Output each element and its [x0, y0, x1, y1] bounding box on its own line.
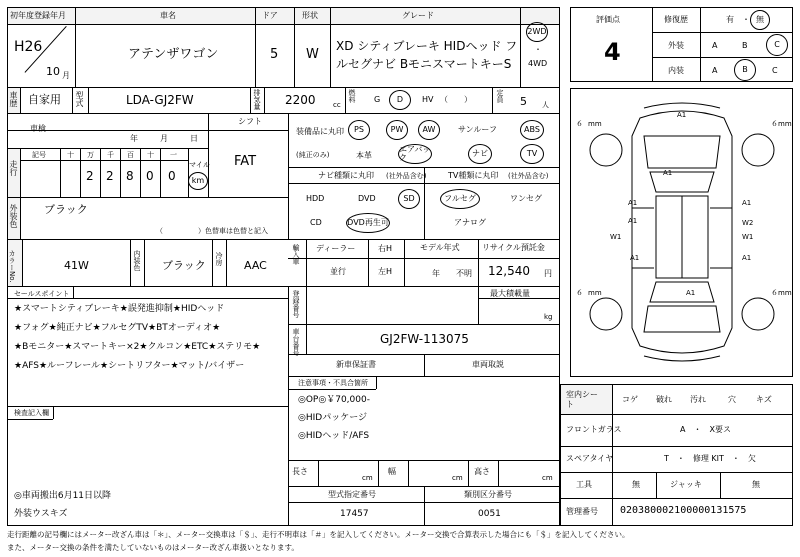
model-year-unknown: 不明	[456, 269, 472, 278]
sales-label: セールスポイント	[14, 290, 70, 298]
equip-sunroof: サンルーフ	[458, 125, 497, 134]
ext-grade-c-circle: C	[766, 34, 788, 56]
note-line-3: ◎HIDヘッド/AFS	[298, 431, 370, 441]
nav-sd-circle: SD	[398, 189, 420, 209]
label-recycle: リサイクル預託金	[482, 243, 545, 252]
tv-oneseg: ワンセグ	[510, 194, 542, 203]
label-score: 評価点	[596, 15, 620, 24]
label-usage: 車歴	[9, 91, 18, 107]
interior-color: ブラック	[162, 259, 206, 272]
digit-header-2: 万	[87, 151, 94, 159]
label-height: 高さ	[474, 467, 490, 476]
equip-airbag: エアバック	[399, 145, 431, 162]
shift-value: FAT	[234, 154, 257, 169]
seat-stain: 汚れ	[690, 395, 706, 404]
label-reg-year: 初年度登録年月	[10, 11, 66, 20]
grade-line-2: ルセグナビ BモニスマートキーS	[336, 57, 512, 71]
ac-value: AAC	[244, 259, 267, 272]
inspector-line-2: 外装ウスキズ	[14, 509, 68, 519]
equip-ps: PS	[348, 120, 370, 140]
inspection-day: 日	[190, 134, 198, 143]
diag-mark-3: A1	[628, 199, 638, 207]
label-model: 型式	[75, 91, 84, 107]
capacity-unit: 人	[542, 101, 549, 109]
label-class: 類別区分番号	[464, 490, 512, 499]
inspector-line-1: ◎車両搬出6月11日以降	[14, 491, 112, 501]
label-shift: シフト	[238, 117, 262, 126]
int-grade-c: C	[772, 66, 778, 75]
label-width: 幅	[388, 467, 396, 476]
sales-line-2: ★フォグ★純正ナビ★フルセグTV★BTオーディオ★	[14, 323, 221, 333]
label-tools: 工具	[576, 480, 592, 489]
width-cm: cm	[452, 474, 463, 482]
fuel-paren: （ ）	[440, 95, 472, 104]
note-line-2: ◎HIDパッケージ	[298, 413, 368, 423]
chassis-number: GJ2FW-113075	[380, 332, 469, 346]
inspector-label: 検査記入欄	[14, 409, 49, 417]
equip-tv: TV	[520, 144, 544, 164]
reg-era: H26	[14, 39, 43, 55]
int-grade-b-circle: B	[734, 59, 756, 81]
mileage-digit-1: 2	[86, 169, 94, 183]
repair-dot: ・	[742, 15, 750, 24]
reg-month: 10	[46, 65, 60, 78]
seat-hole: 穴	[728, 395, 736, 404]
recycle-yen: 円	[544, 269, 552, 278]
diag-mark-2: A1	[663, 169, 673, 177]
ext-grade-a: A	[712, 41, 718, 50]
tire-fl-depth: ６	[576, 120, 583, 128]
repair-no-circle: 無	[750, 10, 770, 30]
inspection-month: 月	[160, 134, 168, 143]
digit-header-3: 千	[107, 151, 114, 159]
usage: 自家用	[28, 93, 61, 106]
tv-sub: (社外品含む)	[508, 172, 549, 180]
label-designated: 型式指定番号	[328, 490, 376, 499]
label-interior-color: 内装色	[133, 250, 141, 271]
label-color: 外装色	[9, 204, 18, 228]
label-registration: 登録番号	[292, 290, 300, 318]
mile-label: マイル	[189, 161, 210, 169]
import-parallel: 並行	[330, 267, 346, 276]
digit-header-5: 十	[147, 151, 154, 159]
spare-value: T ・ 修理 KIT ・ 欠	[664, 454, 756, 463]
tire-fl-unit: mm	[588, 120, 602, 128]
equip-aw: AW	[418, 120, 440, 140]
capacity: 5	[520, 95, 527, 108]
diag-mark-6: W2	[742, 219, 754, 227]
digit-header-1: 十	[67, 151, 74, 159]
color-no: 41W	[64, 259, 89, 272]
diag-mark-7: W1	[742, 233, 754, 241]
diag-mark-8: A1	[628, 217, 638, 225]
tv-title: TV種類に丸印	[448, 171, 499, 180]
displacement: 2200	[285, 93, 316, 107]
mileage-digit-3: 8	[126, 169, 134, 183]
color-repaint-note: （ ）色替車は色替と記入	[156, 227, 268, 235]
car-name: アテンザワゴン	[128, 47, 219, 62]
label-jack: ジャッキ	[670, 480, 702, 489]
sales-line-1: ★スマートシティブレーキ★誤発進抑制★HIDヘッド	[14, 304, 225, 314]
mileage-digit-4: 0	[146, 169, 154, 183]
label-exterior: 外装	[668, 41, 684, 50]
label-doors: ドア	[262, 11, 278, 20]
jack-value: 無	[752, 480, 760, 489]
diag-mark-11: A1	[742, 254, 752, 262]
model-year-unit: 年	[432, 269, 440, 278]
footer-line-2: また、メーター交換の条件を満たしていないものはメーター改ざん車扱いとなります。	[7, 543, 299, 552]
nav-dvd: DVD	[358, 194, 376, 203]
import-left: 左H	[378, 267, 393, 276]
tv-fullseg-circle: フルセグ	[440, 189, 480, 209]
mileage-digit-5: 0	[168, 169, 176, 183]
nav-dvd-play-circle: DVD再生可	[346, 213, 390, 233]
class-number: 0051	[478, 509, 501, 519]
nav-title: ナビ種類に丸印	[318, 171, 374, 180]
label-displacement: 排気量	[253, 89, 261, 110]
import-right: 右H	[378, 244, 393, 253]
label-grade: グレード	[402, 11, 434, 20]
label-model-year: モデル年式	[420, 243, 460, 252]
model-code: LDA-GJ2FW	[126, 93, 194, 107]
overall-score: 4	[604, 38, 621, 66]
designated-number: 17457	[340, 509, 369, 519]
door-count: 5	[270, 47, 279, 62]
body-type: W	[306, 47, 319, 62]
reg-month-unit: 月	[62, 71, 70, 80]
mileage-digit-2: 2	[106, 169, 114, 183]
seat-burn: コゲ	[622, 395, 638, 404]
label-interior: 内装	[668, 66, 684, 75]
seat-tear: 破れ	[656, 395, 672, 404]
km-circle: km	[188, 172, 208, 190]
int-grade-a: A	[712, 66, 718, 75]
height-cm: cm	[542, 474, 553, 482]
import-dealer: ディーラー	[316, 244, 356, 253]
tire-rr-depth: ６	[771, 289, 778, 297]
equip-leather: 本革	[356, 151, 372, 160]
notes-label: 注意事項・不具合箇所	[298, 379, 368, 387]
warranty-new-car: 新車保証書	[336, 360, 376, 369]
tools-value: 無	[632, 480, 640, 489]
label-chassis: 車台番号	[292, 328, 300, 356]
label-color-no: カラーNo.	[8, 250, 16, 283]
drive-4wd: 4WD	[528, 59, 548, 68]
grade-line-1: XD シティブレーキ HIDヘッド フ	[336, 39, 518, 53]
recycle-amount: 12,540	[488, 264, 530, 278]
label-car-name: 車名	[160, 11, 176, 20]
label-inspection: 車検	[30, 124, 46, 133]
diag-mark-4: A1	[742, 199, 752, 207]
label-mileage: 走行	[9, 160, 18, 176]
drive-2wd-circle: 2WD	[526, 22, 548, 42]
tire-fr-unit: mm	[778, 120, 792, 128]
fuel-g: G	[374, 95, 381, 104]
tire-fr-depth: ６	[771, 120, 778, 128]
label-fuel: 燃料	[348, 89, 356, 103]
digit-header-6: 一	[170, 151, 177, 159]
equip-pw: PW	[386, 120, 408, 140]
drive-dot: ・	[534, 45, 542, 54]
fuel-d-circle: D	[389, 90, 411, 110]
diag-mark-9: A1	[686, 289, 696, 297]
equip-abs: ABS	[520, 120, 544, 140]
windshield-value: A ・ X要ス	[680, 425, 731, 434]
label-import: 輸入車	[292, 244, 300, 265]
cc-unit: cc	[333, 101, 341, 109]
length-cm: cm	[362, 474, 373, 482]
equipment-title: 装備品に丸印	[296, 127, 344, 136]
label-length: 長さ	[292, 467, 308, 476]
tire-rr-unit: mm	[778, 289, 792, 297]
repair-yes: 有	[726, 15, 734, 24]
equip-navi: ナビ	[468, 144, 492, 164]
ext-grade-b: B	[742, 41, 748, 50]
nav-cd: CD	[310, 218, 322, 227]
label-body-type: 形状	[302, 11, 318, 20]
header-row	[7, 7, 560, 25]
diag-mark-1: A1	[677, 111, 687, 119]
nav-sub: (社外品含む)	[386, 172, 427, 180]
inspection-year: 年	[130, 134, 138, 143]
car-diagram	[570, 88, 793, 377]
color-value: ブラック	[44, 203, 88, 216]
note-line-1: ◎OP◎￥70,000-	[298, 395, 370, 405]
nav-hdd: HDD	[306, 194, 325, 203]
tire-rl-unit: mm	[588, 289, 602, 297]
max-load-kg: kg	[544, 313, 553, 321]
fuel-hv: HV	[422, 95, 434, 104]
label-capacity: 定員	[496, 89, 504, 103]
label-ac: 冷房	[215, 252, 223, 266]
footer-line-1: 走行距離の記号欄にはメーター改ざん車は「＊」、メーター交換車は「＄」、走行不明車は「＃」を記入してください。メーター交換で合算表示した場合にも「＄」を記入してください。	[7, 530, 630, 539]
tire-rl-depth: ６	[576, 289, 583, 297]
mgmt-number: 020380002100000131575	[620, 505, 747, 516]
label-spare: スペアタイヤ	[566, 454, 614, 463]
sales-line-3: ★Bモニター★スマートキー×2★クルコン★ETC★ステリモ★	[14, 342, 261, 352]
equipment-subtitle: (純正のみ)	[296, 151, 330, 159]
digit-header-4: 百	[127, 151, 134, 159]
tv-analog: アナログ	[454, 218, 486, 227]
label-seat: 室内シート	[566, 390, 598, 409]
label-windshield: フロントガラス	[566, 425, 622, 434]
sales-line-4: ★AFS★ルーフレール★シートリフター★マット/バイザー	[14, 361, 245, 371]
label-mileage-sub: 記号	[32, 151, 46, 159]
label-max-load: 最大積載量	[490, 289, 530, 298]
label-mgmt: 管理番号	[566, 507, 598, 516]
diag-mark-5: W1	[610, 233, 622, 241]
warranty-manual: 車両取説	[472, 360, 504, 369]
label-repair: 修復歴	[664, 15, 688, 24]
seat-scratch: キズ	[756, 395, 772, 404]
diag-mark-10: A1	[630, 254, 640, 262]
